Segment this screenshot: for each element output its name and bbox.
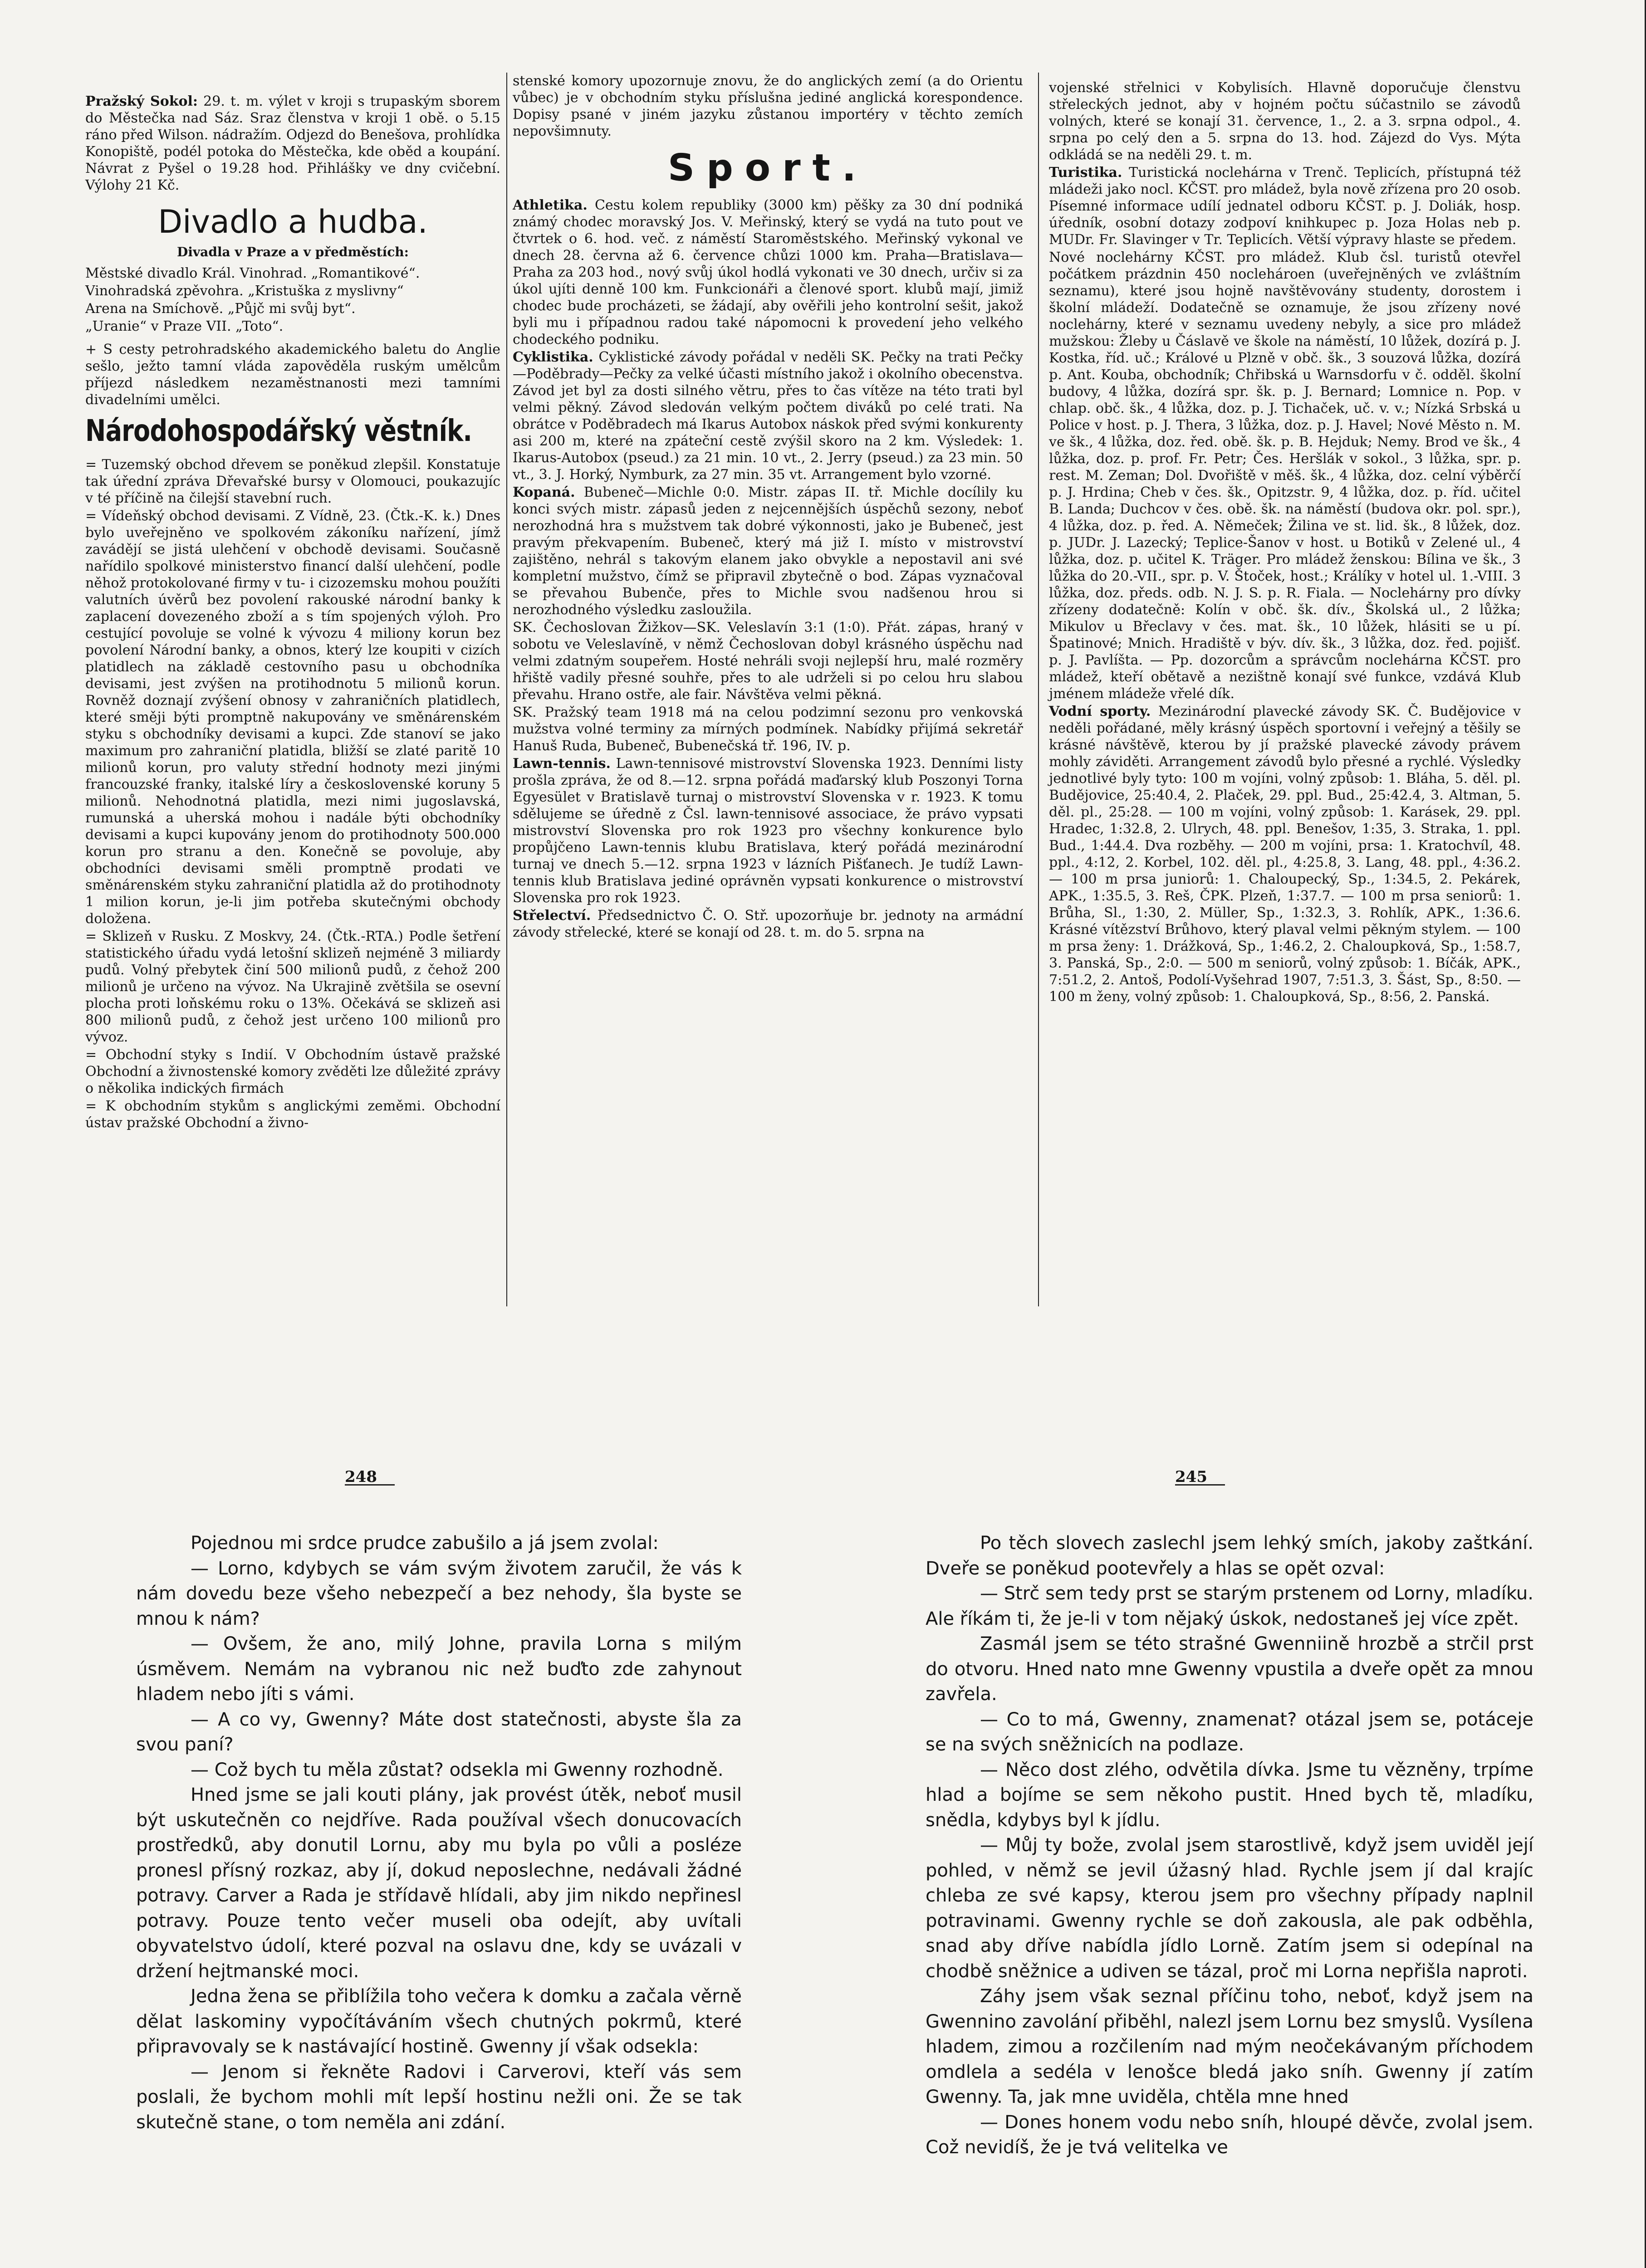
narod-paragraph: = Obchodní styky s Indií. V Obchodním ústavě pražské Obchodní a živnostenské komory zvěděti lze důležité zprávy o několika indických firmách [85, 1047, 500, 1096]
sport-paragraph [513, 755, 1023, 906]
newspaper-column-middle [513, 73, 1023, 942]
sport-text: SK. Pražský team 1918 má na celou podzimní sezonu pro venkovská mužstva volné terminy za mírných podmínek. Nabídky přijímá sekretář Hanuš Ruda, Bubeneč, Bubenečská tř. 196, IV. p. [513, 704, 1023, 754]
sport-text: Bubeneč—Michle 0:0. Mistr. zápas II. tř. Michle docílily ku konci svých mistr. zápasů jeden z nejcennějších úspěchů sezony, neboť nerozhodná hra s mužstvem tak dobré výkonnosti, jako je Bubeneč, jest pravým překvapením. Bubeneč, který má již I. místo v mistrovství zajištěno, nehrál s takovým elanem jako obvykle a nepostavil ani své kompletní mužstvo, čímž se připravil zbytečně o bod. Zápas vyznačoval se převahou Bubenče, přes to Michle svou nadšenou hrou si nerozhodného výsledku zasloužila. [513, 484, 1023, 618]
sport-text: Lawn-tennisové mistrovství Slovenska 1923. Denními listy prošla zpráva, že od 8.—12. srpna pořádá maďarský klub Poszonyi Torna Egyesület v Bratislavě turnaj o mistrovství Slovenska v r. 1923. K tomu sdělujeme se úředně z Čsl. lawn-tennisové associace, že právo vypsati mistrovství Slovenska pro rok 1923 pro všechny konkurence bylo propůjčeno Lawn-tennis klubu Bratislava, který pořádá mezinárodní turnaj ve dnech 5.—12. srpna 1923 v lázních Pišťanech. Je tudíž Lawn-tennis klub Bratislava jediné oprávněn vypsati konkurence o mistrovství Slovenska pro rok 1923. [513, 756, 1023, 906]
novel-paragraph: — Můj ty bože, zvolal jsem starostlivě, když jsem uviděl její pohled, v němž se jevil úžasný hlad. Rychle jsem jí dal krajíc chleba ze své kapsy, kterou jsem pro všechny případy naplnil potravinami. Gwenny rychle se doň zakousla, ale pak odběhla, snad aby dříve nabídla jídlo Lorně. Zatím jsem si odepínal na chodbě sněžnice a udiven se tázal, proč mi Lorna nepřišla naproti. [926, 1835, 1533, 1982]
sport-paragraph [513, 704, 1023, 754]
novel-paragraph: Pojednou mi srdce prudce zabušilo a já jsem zvolal: [191, 1533, 659, 1554]
divadlo-heading: Divadlo a hudba. [158, 203, 428, 240]
sport-text: Cyklistické závody pořádal v neděli SK. Pečky na trati Pečky—Poděbrady—Pečky za velké účasti místního jakož i okolního obecenstva. Závod jet byl za dosti silného větru, přes to čas vítěze na této trati byl velmi pěkný. Závod sledován velkým počtem diváků po celé trati. Na obrátce v Poděbradech má Ikarus Autobox náskok před svými konkurenty asi 200 m, které na zpáteční cestě zvýšil skoro na 2 km. Výsledek: 1. Ikarus-Autobox (pseud.) za 21 min. 10 vt., 2. Jerry (pseud.) za 23 min. 50 vt., 3. J. Horký, Nymburk, za 27 min. 35 vt. Arrangement bylo vzorné. [513, 349, 1023, 483]
sport-paragraph [513, 619, 1023, 703]
novel-paragraph: — Což bych tu měla zůstat? odsekla mi Gwenny rozhodně. [191, 1759, 724, 1780]
sport-paragraph [513, 484, 1023, 618]
sokol-text: 29. t. m. výlet v kroji s trupaským sborem do Městečka nad Sáz. Sraz členstva v kroji 1 obě. o 5.15 ráno před Wilson. nádražím. Odjezd do Benešova, prohlídka Konopiště, podél potoka do Městečka, kde oběd a koupání. Návrat z Pyšel o 19.28 hod. Přihlášky ve dny cvičební. Výlohy 21 Kč. [85, 93, 500, 193]
narodohospodarsky-heading: Národohospodářský věstník. [85, 413, 472, 448]
novel-paragraph: — Dones honem vodu nebo sníh, hloupé děvče, zvolal jsem. Což nevidíš, že je tvá velitelka ve [926, 2112, 1533, 2158]
newspaper-column-right [1049, 79, 1521, 1006]
sport-lead: Vodní sporty. [1049, 704, 1151, 719]
sokol-lead: Pražský Sokol: [85, 93, 198, 109]
sport-text: Mezinárodní plavecké závody SK. Č. Budějovice v neděli pořádané, měly krásný úspěch sportovní i veřejný a těšily se krásné návštěvě, kterou by jí pražské plavecké závody právem mohly záviděti. Arrangement závodů bylo přesné a rychlé. Výsledky jednotlivé byly tyto: 100 m vojíni, volný způsob: 1. Bláha, 5. děl. pl. Budějovice, 25:40.4, 2. Plaček, 29. ppl. Bud., 25:42.4, 3. Altman, 5. děl. pl., 25:28. — 100 m vojíni, volný způsob: 1. Karásek, 29. ppl. Hradec, 1:32.8, 2. Ulrych, 48. ppl. Benešov, 1:35, 3. Straka, 1. ppl. Bud., 1:44.4. Dva rozběhy. — 200 m vojíni, prsa: 1. Kratochvíl, 48. ppl., 4:12, 2. Korbel, 102. děl. pl., 4:25.8, 3. Lang, 48. ppl., 4:36.2. — 100 m prsa juniorů: 1. Chaloupecký, Sp., 1:34.5, 2. Pekárek, APK., 1:35.5, 3. Reš, ČPK. Plzeň, 1:37.7. — 100 m prsa seniorů: 1. Brůha, Sl., 1:30, 2. Müller, Sp., 1:32.3, 3. Rohlík, APK., 1:36.6. Krásné vítězství Brůhovo, který plaval velmi pěkným stylem. — 100 m prsa ženy: 1. Drážková, Sp., 1:46.2, 2. Chaloupková, Sp., 1:58.7, 3. Panská, Sp., 2:0. — 500 m seniorů, volný způsob: 1. Bíčák, APK., 7:51.2, 2. Antoš, Podolí-Vyšehrad 1907, 7:51.3, 3. Šást, Sp., 8:50. — 100 m ženy, volný způsob: 1. Chaloupková, Sp., 8:56, 2. Panská. [1049, 704, 1521, 1005]
narod-paragraph: = Tuzemský obchod dřevem se poněkud zlepšil. Konstatuje tak úřední zpráva Dřevařské bursy v Olomouci, poukazujíc v té příčině na čilejší stavební ruch. [85, 457, 500, 506]
sport-paragraph [1049, 79, 1521, 163]
sport-lead: Cyklistika. [513, 349, 593, 365]
narod-paragraph: = Sklizeň v Rusku. Z Moskvy, 24. (Čtk.-RTA.) Podle šetření statistického úřadu vydá letošní sklizeň nejméně 3 miliardy pudů. Volný přebytek činí 500 milionů pudů, z čehož 200 milionů je určeno na vývoz. Na Ukrajině zvětšila se osevní plocha proti loňskému roku o 13%. Očekává se sklizeň asi 800 milionů pudů, z čehož jest určeno 100 milionů pro vývoz. [85, 929, 500, 1045]
novel-page-left [136, 1531, 742, 2135]
sport-lead: Turistika. [1049, 165, 1122, 181]
sport-text: Nové noclehárny KČST. pro mládež. Klub čsl. turistů otevřel počátkem prázdnin 450 noclehároen (uveřejněných ve zvláštním seznamu), které jsou hojně navštěvovány studenty, dorostem i školní mládeží. Dodatečně se oznamuje, že jsou zřízeny nové noclehárny, které v seznamu uvedeny nebyly, a sice pro mládež mužskou: Žleby u Čáslavě ve škole na náměstí, 10 lůžek, dozírá p. J. Kostka, říd. uč.; Králové u Plzně v obč. šk., 3 souzová lůžka, dozírá p. Ant. Kouba, obchodník; Chřibská u Warnsdorfu v č. odděl. školní budovy, 4 lůžka, dozírá spr. šk. p. J. Bernard; Lomnice n. Pop. v chlap. obč. šk., 4 lůžka, doz. p. J. Tichaček, uč. v. v.; Nízká Srbská u Police v host. p. J. Thera, 3 lůžka, doz. p. J. Havel; Nové Město n. M. ve šk., 4 lůžka, doz. řed. obě. šk. p. B. Hejduk; Nemy. Brod ve šk., 4 lůžka, doz. p. prof. Fr. Petr; Čes. Heršlák v sokol., 3 lůžka, spr. p. rest. M. Zeman; Dol. Dvořiště v měš. šk., 4 lůžka, doz. celní výběrčí p. J. Hrdina; Cheb v čes. šk., Opitzstr. 9, 4 lůžka, doz. p. říd. učitel B. Landa; Duchcov v čes. obě. šk. na náměstí (budova okr. pol. spr.), 4 lůžka, doz. p. řed. A. Němeček; Žilina ve st. lid. šk., 8 lůžek, doz. p. JUDr. J. Lazecký; Teplice-Šanov v host. u Botiků v Zelené ul., 4 lůžka, doz. p. učitel K. Träger. Pro mládež ženskou: Bílina ve šk., 3 lůžka do 20.-VII., spr. p. V. Štoček, host.; Králíky v hotel ul. 1.-VIII. 3 lůžka, doz. předs. odb. N. J. S. p. R. Fiala. — Noclehárny pro dívky zřízeny dodatečně: Kolín v obč. šk. dív., Školská ul., 2 lůžka; Mikulov u Břeclavy v čes. mat. šk., 10 lůžek, hlásiti se u pí. Špatinové; Mnich. Hradiště v býv. dív. šk., 3 lůžka, doz. řed. pojišť. p. J. Pavlíšta. — Pp. dozorcům a správcům noclehárna KČST. pro mládež, kteří obětavě a nezištně konají své funkce, vzdává Klub jménem mládeže vřelé dík. [1049, 249, 1521, 702]
narod-paragraph: = K obchodním stykům s anglickými zeměmi. Obchodní ústav pražské Obchodní a živno- [85, 1098, 500, 1131]
novel-paragraph: — Strč sem tedy prst se starým prstenem od Lorny, mladíku. Ale říkám ti, že je-li v tom nějaký úskok, nedostaneš jej více zpět. [926, 1583, 1533, 1629]
balet-notice: + S cesty petrohradského akademického baletu do Anglie sešlo, ježto tamní vláda zapověděla ruským umělcům příjezd následkem nezaměstnanosti mezi tamními divadelními umělci. [85, 342, 500, 408]
sport-lead: Kopaná. [513, 484, 575, 500]
novel-paragraph: Zasmál jsem se této strašné Gwenniině hrozbě a strčil prst do otvoru. Hned nato mne Gwenny vpustila a dveře opět za mnou zavřela. [926, 1633, 1533, 1705]
sport-lead: Lawn-tennis. [513, 756, 611, 772]
sport-paragraph [1049, 703, 1521, 1005]
sport-paragraph [1049, 249, 1521, 702]
sport-text: Předsednictvo Č. O. Stř. upozorňuje br. jednoty na armádní závody střelecké, které se konají od 28. t. m. do 5. srpna na [513, 908, 1023, 940]
page-number-right: 245 [1175, 1468, 1207, 1486]
novel-paragraph: — Lorno, kdybych se vám svým životem zaručil, že vás k nám dovedu beze všeho nebezpečí a bez nehody, šla byste se mnou k nám? [136, 1558, 742, 1629]
novel-paragraph: — Něco dost zlého, odvětila dívka. Jsme tu vězněny, trpíme hlad a bojíme se sem někoho pustit. Hned bych tě, mladíku, snědla, kdybys byl k jídlu. [926, 1759, 1533, 1831]
narod-paragraph: = Vídeňský obchod devisami. Z Vídně, 23. (Čtk.-K. k.) Dnes bylo uveřejněno ve spolkovém zákoníku nařízení, jímž zavádějí se jistá ulehčení v obchodě devisami. Současně nařídilo spolkové ministerstvo financí další ulehčení, podle něhož protokolované firmy v tu- i cizozemsku mohou použíti valutních úvěrů bez povolení rakouské národní banky k zaplacení dovezeného zboží a s tím spojených výloh. Pro cestující povoluje se volné k vývozu 4 miliony korun bez povolení Národní banky, a obnos, který lze koupiti v cizích platidlech na základě cestovního pasu u obchodníka devisami, jest zvýšen na protihodnotu 5 milionů korun. Rovněž doznají zvýšení obnosy v zahraničních platidlech, které směji býti promptně nakupovány ve směnárenském styku s obchodníky devisami a kupci. Zde stanoví se jako maximum pro zahraniční platidla, bližší se zlaté paritě 10 milionů korun, pro valuty střední hodnoty mezi jinými francouzské franky, italské líry a československé koruny 5 milionů. Nehodnotná platidla, mezi nimi jugoslavská, rumunská a uherská mohou i nadále býti obchodníky devisami a kupci kupovány jenom do protihodnoty 500.000 korun pro stranu a den. Konečně se povoluje, aby obchodníci devisami směli promptně prodati ve směnárenském styku zahraniční platidla až do protihodnoty 1 milion korun, je-li jim potřeba skutečnými obchody doložena. [85, 508, 500, 927]
sport-paragraph [1049, 164, 1521, 248]
column-divider [1038, 73, 1039, 1306]
novel-paragraph: Po těch slovech zaslechl jsem lehký smích, jakoby zaštkání. Dveře se poněkud pootevřely a hlas se opět ozval: [926, 1533, 1533, 1579]
novel-paragraph: Záhy jsem však seznal příčinu toho, neboť, když jsem na Gwennino zavolání přiběhl, nalezl jsem Lornu bez smyslů. Vysílena hladem, zimou a rozčilením nad mým neočekávaným příchodem omdlela a sedéla v lenošce bledá jako sníh. Gwenny jí zatím Gwenny. Ta, jak mne uviděla, chtěla mne hned [926, 1986, 1533, 2107]
column-divider [506, 73, 507, 1306]
sport-paragraph [513, 197, 1023, 348]
novel-paragraph: — Co to má, Gwenny, znamenat? otázal jsem se, potáceje se na svých sněžnicích na podlaze. [926, 1709, 1533, 1755]
divadlo-line: „Uranie“ v Praze VII. „Toto“. [85, 318, 284, 334]
sokol-notice [85, 93, 500, 194]
sport-lead: Athletika. [513, 197, 588, 213]
novel-paragraph: Hned jsme se jali kouti plány, jak provést útěk, neboť musil být uskutečněn co nejdříve. Rada používal všech donucovacích prostředků, aby donutil Lornu, aby mu byla po vůli a posléze pronesl přísný rozkaz, aby jí, dokud neposlechne, nedávali žádné potravy. Carver a Rada je střídavě hlídali, aby jim nikdo nepřinesl potravy. Pouze tento večer museli oba odejít, aby uvítali obyvatelstvo údolí, které pozval na oslavu dne, kdy se uvázali v držení hejtmanské moci. [136, 1784, 742, 1982]
divadlo-line: Městské divadlo Král. Vinohrad. „Romantikové“. [85, 265, 420, 281]
novel-paragraph: Jedna žena se přiblížila toho večera k domku a začala věrně dělat laskominy vypočítáváním všech chutných pokrmů, které připravovaly se k nastávající hostině. Gwenny jí však odsekla: [136, 1986, 742, 2057]
sport-heading: Sport. [668, 147, 868, 190]
newspaper-column-left [85, 93, 500, 1132]
sport-text: Cestu kolem republiky (3000 km) pěšky za 30 dní podniká známý chodec moravský Jos. V. Meřinský, který se vydá na tuto pout ve čtvrtek o 6. hod. več. z náměstí Staroměstského. Meřinský vykonal ve dnech 28. června až 6. července chůzi 1000 km. Praha—Bratislava—Praha za 203 hod., nový svůj úkol hodlá vykonati ve 30 dnech, určiv si za úkol ujíti denně 100 km. Funkcionáři a členové sport. klubů mají, jimiž chodec bude procházeti, se žádají, aby ověřili jeho kontrolní sešit, jakož byli mu i případnou radou také nápomocni k provedení jeho velkého chodeckého podniku. [513, 197, 1023, 347]
sport-lead: Střelectví. [513, 908, 591, 924]
sport-paragraph [513, 349, 1023, 483]
divadlo-line: Vinohradská zpěvohra. „Kristuška z myslivny“ [85, 283, 404, 299]
sport-paragraph [513, 907, 1023, 941]
sport-text: SK. Čechoslovan Žižkov—SK. Veleslavín 3:1 (1:0). Přát. zápas, hraný v sobotu ve Veleslavíně, v němž Čechoslovan dobyl krásného úspěchu nad velmi zdatným soupeřem. Hosté nehráli svoji nejlepší hru, malé rozměry hřiště vadily přesné souhře, přes to ale udrželi si po celou hru slabou převahu. Hrano ostře, ale fair. Návštěva velmi pěkná. [513, 620, 1023, 703]
divadlo-line: Arena na Smíchově. „Půjč mi svůj byt“. [85, 301, 356, 317]
novel-paragraph: — Ovšem, že ano, milý Johne, pravila Lorna s milým úsměvem. Nemám na vybranou nic než buďto zde zahynout hladem nebo jíti s vámi. [136, 1633, 742, 1705]
page-number-left: 248 [345, 1468, 377, 1486]
divadlo-subheading: Divadla v Praze a v předměstích: [176, 244, 409, 259]
novel-paragraph: — A co vy, Gwenny? Máte dost statečnosti, abyste šla za svou paní? [136, 1709, 742, 1755]
anglicka-korespondence: stenské komory upozornuje znovu, že do anglických zemí (a do Orientu vůbec) je v obchodním styku příslušna jediné anglická korespondence. Dopisy psané v jiném jazyku zůstanou importéry v těchto zemích nepovšimnuty. [513, 73, 1023, 139]
sport-text: Turistická noclehárna v Trenč. Teplicích, přístupná též mládeži jako nocl. KČST. pro mládež, byla nově zřízena pro 20 osob. Písemné informace udílí jednatel odboru KČST. p. J. Doliák, hosp. úředník, osobní dotazy zodpoví knihkupec p. Joza Holas neb p. MUDr. Fr. Slavinger v Tr. Teplicích. Větší výpravy hlaste se předem. [1049, 165, 1521, 248]
novel-page-right [926, 1531, 1533, 2160]
novel-paragraph: — Jenom si řekněte Radovi i Carverovi, kteří vás sem poslali, že bychom mohli mít lepší hostinu nežli oni. Že se tak skutečně stane, o tom neměla ani zdání. [136, 2061, 742, 2133]
sport-text: vojenské střelnici v Kobylisích. Hlavně doporučuje členstvu střeleckých jednot, aby v hojném počtu súčastnilo se závodů volných, které se konají 31. července, 1., 2. a 3. srpna odpol., 4. srpna po celý den a 5. srpna do 13. hod. Zájezd do Vys. Mýta odkládá se na neděli 29. t. m. [1049, 80, 1521, 163]
